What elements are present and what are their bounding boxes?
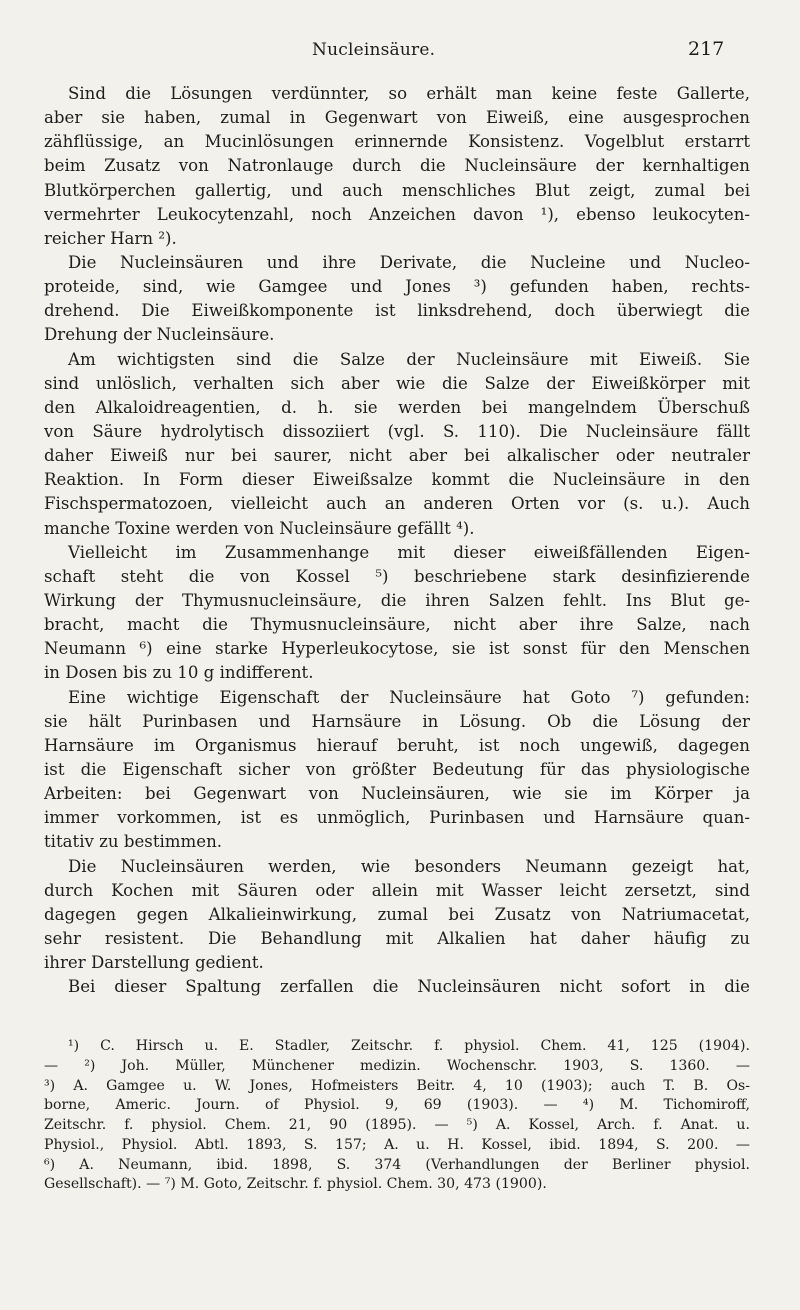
text-line: Drehung der Nucleinsäure. xyxy=(44,325,275,345)
text-line: ist die Eigenschaft sicher von größter Bedeutung für das physiologische xyxy=(44,759,750,779)
text-line: Eine wichtige Eigenschaft der Nucleinsäure hat Goto ⁷) gefunden: xyxy=(68,687,750,707)
footnote-line: ¹) C. Hirsch u. E. Stadler, Zeitschr. f. physiol. Chem. 41, 125 (1904). xyxy=(68,1038,750,1054)
text-line: drehend. Die Eiweißkomponente ist linksdrehend, doch überwiegt die xyxy=(44,301,750,321)
footnote-line: — ²) Joh. Müller, Münchener medizin. Wochenschr. 1903, S. 1360. — xyxy=(44,1057,750,1074)
text-line: aber sie haben, zumal in Gegenwart von Eiweiß, eine ausgesprochen xyxy=(44,108,750,128)
text-line: Am wichtigsten sind die Salze der Nucleinsäure mit Eiweiß. Sie xyxy=(68,349,750,369)
text-line: Die Nucleinsäuren werden, wie besonders Neumann gezeigt hat, xyxy=(68,856,750,876)
footnotes xyxy=(44,1037,750,1195)
text-line: bracht, macht die Thymusnucleinsäure, nicht aber ihre Salze, nach xyxy=(44,615,750,635)
text-line: immer vorkommen, ist es unmöglich, Purinbasen und Harnsäure quan- xyxy=(44,808,750,828)
text-line: sehr resistent. Die Behandlung mit Alkalien hat daher häufig zu xyxy=(44,928,750,948)
footnote-line: borne, Americ. Journ. of Physiol. 9, 69 (1903). — ⁴) M. Tichomiroff, xyxy=(44,1097,750,1114)
text-line: reicher Harn ²). xyxy=(44,228,177,248)
text-line: den Alkaloidreagentien, d. h. sie werden bei mangelndem Überschuß xyxy=(44,397,750,417)
page-number: 217 xyxy=(688,38,725,60)
text-line: beim Zusatz von Natronlauge durch die Nucleinsäure der kernhaltigen xyxy=(44,156,750,176)
footnote-line: Physiol., Physiol. Abtl. 1893, S. 157; A. u. H. Kossel, ibid. 1894, S. 200. — xyxy=(44,1136,750,1153)
text-line: Wirkung der Thymusnucleinsäure, die ihren Salzen fehlt. Ins Blut ge- xyxy=(44,590,750,610)
text-line: sind unlöslich, verhalten sich aber wie die Salze der Eiweißkörper mit xyxy=(44,373,750,393)
text-line: vermehrter Leukocytenzahl, noch Anzeichen davon ¹), ebenso leukocyten- xyxy=(44,204,750,224)
footnote-line: ³) A. Gamgee u. W. Jones, Hofmeisters Beitr. 4, 10 (1903); auch T. B. Os- xyxy=(44,1077,750,1094)
running-header xyxy=(0,40,800,70)
text-line: Harnsäure im Organismus hierauf beruht, ist noch ungewiß, dagegen xyxy=(44,735,750,755)
body-text xyxy=(44,82,750,999)
footnote-line: ⁶) A. Neumann, ibid. 1898, S. 374 (Verhandlungen der Berliner physiol. xyxy=(44,1156,750,1173)
text-line: proteide, sind, wie Gamgee und Jones ³) gefunden haben, rechts- xyxy=(44,277,750,297)
text-line: in Dosen bis zu 10 g indifferent. xyxy=(44,663,314,683)
text-line: daher Eiweiß nur bei saurer, nicht aber bei alkalischer oder neutraler xyxy=(44,446,750,466)
text-line: dagegen gegen Alkalieinwirkung, zumal bei Zusatz von Natriumacetat, xyxy=(44,904,750,924)
footnote-line: Zeitschr. f. physiol. Chem. 21, 90 (1895). — ⁵) A. Kossel, Arch. f. Anat. u. xyxy=(44,1117,750,1133)
text-line: Die Nucleinsäuren und ihre Derivate, die Nucleine und Nucleo- xyxy=(68,252,750,272)
footnote-line: Gesellschaft). — ⁷) M. Goto, Zeitschr. f. physiol. Chem. 30, 473 (1900). xyxy=(44,1176,547,1193)
text-line: manche Toxine werden von Nucleinsäure gefällt ⁴). xyxy=(44,518,475,538)
text-line: schaft steht die von Kossel ⁵) beschriebene stark desinfizierende xyxy=(44,566,750,586)
running-title: Nucleinsäure. xyxy=(312,40,436,60)
text-line: Fischspermatozoen, vielleicht auch an anderen Orten vor (s. u.). Auch xyxy=(44,494,750,514)
text-line: durch Kochen mit Säuren oder allein mit Wasser leicht zersetzt, sind xyxy=(44,880,750,900)
text-line: Reaktion. In Form dieser Eiweißsalze kommt die Nucleinsäure in den xyxy=(44,470,750,490)
text-line: Bei dieser Spaltung zerfallen die Nucleinsäuren nicht sofort in die xyxy=(68,977,750,997)
text-line: sie hält Purinbasen und Harnsäure in Lösung. Ob die Lösung der xyxy=(44,711,750,731)
text-line: Neumann ⁶) eine starke Hyperleukocytose, sie ist sonst für den Menschen xyxy=(44,639,750,659)
text-line: von Säure hydrolytisch dissoziiert (vgl. S. 110). Die Nucleinsäure fällt xyxy=(44,421,750,441)
text-line: Vielleicht im Zusammenhange mit dieser eiweißfällenden Eigen- xyxy=(68,542,750,562)
text-line: Arbeiten: bei Gegenwart von Nucleinsäuren, wie sie im Körper ja xyxy=(44,784,750,804)
text-line: Blutkörperchen gallertig, und auch menschliches Blut zeigt, zumal bei xyxy=(44,180,750,200)
text-line: Sind die Lösungen verdünnter, so erhält man keine feste Gallerte, xyxy=(68,84,750,103)
text-line: ihrer Darstellung gedient. xyxy=(44,953,264,973)
text-line: titativ zu bestimmen. xyxy=(44,832,223,852)
text-line: zähflüssige, an Mucinlösungen erinnernde Konsistenz. Vogelblut erstarrt xyxy=(44,132,750,152)
